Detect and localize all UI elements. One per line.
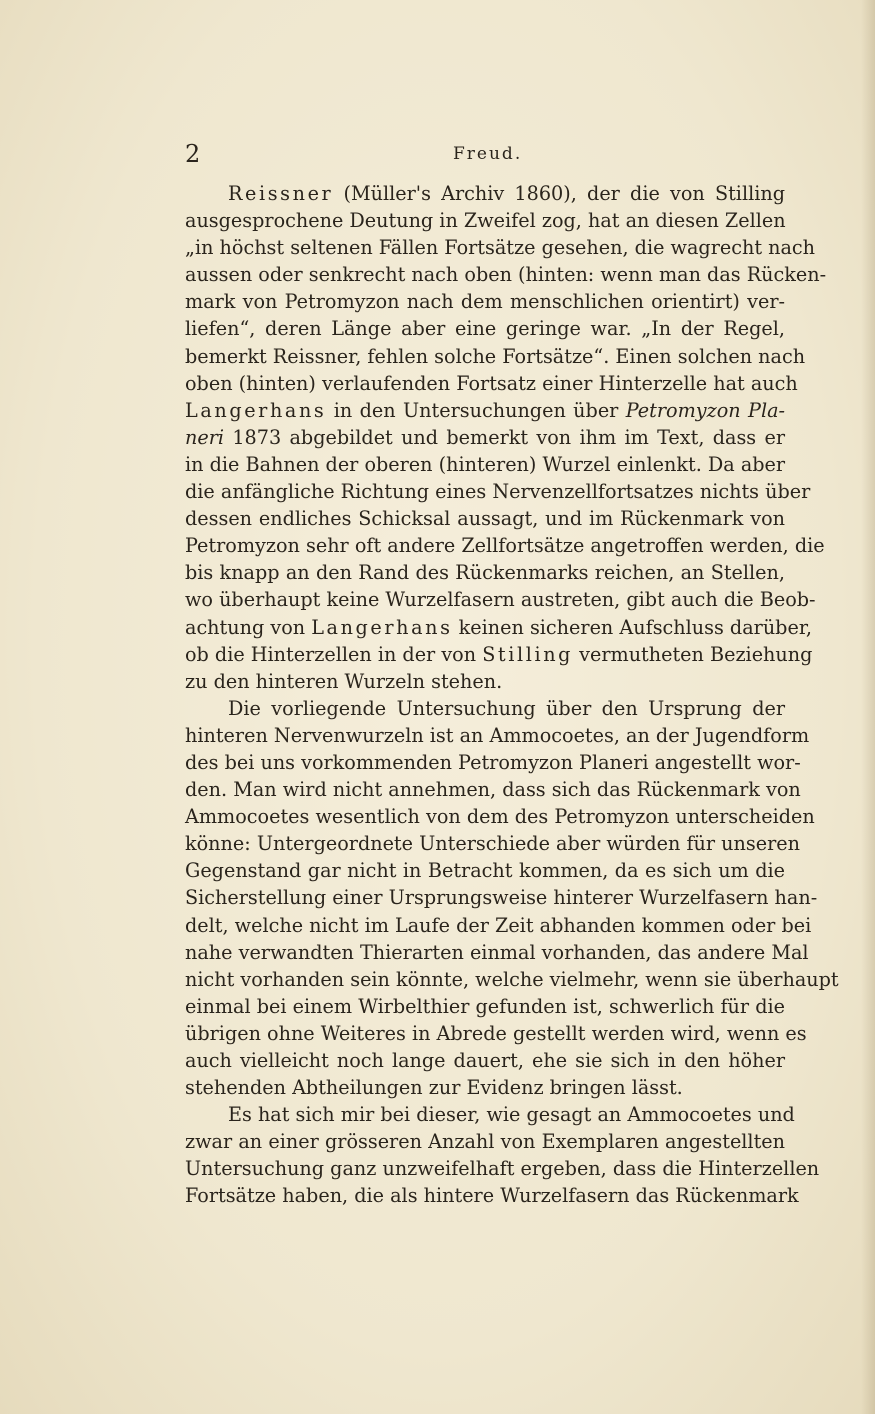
text-line: einmal bei einem Wirbelthier gefunden ist, schwerlich für die	[185, 994, 785, 1018]
text-line: des bei uns vorkommenden Petromyzon Planeri angestellt wor-	[185, 750, 801, 774]
text-line: ausgesprochene Deutung in Zweifel zog, hat an diesen Zellen	[185, 209, 786, 233]
italic-taxon: neri	[185, 425, 225, 449]
text-line: die anfängliche Richtung eines Nervenzellfortsatzes nichts über	[185, 480, 811, 504]
text-line: delt, welche nicht im Laufe der Zeit abhanden kommen oder bei	[185, 913, 812, 937]
text-line: in die Bahnen der oberen (hinteren) Wurzel einlenkt. Da aber	[185, 452, 786, 476]
spaced-name-langerhans: Langerhans	[185, 398, 327, 422]
spaced-name-stilling: Stilling	[482, 642, 574, 666]
text-line: hinteren Nervenwurzeln ist an Ammocoetes, an der Jugendform	[185, 723, 810, 747]
text-line: Untersuchung ganz unzweifelhaft ergeben, dass die Hinterzellen	[185, 1157, 820, 1181]
paragraph-1	[185, 180, 827, 695]
text-line: bemerkt Reissner, fehlen solche Fortsätze“. Einen solchen nach	[185, 344, 806, 368]
text-line: wo überhaupt keine Wurzelfasern austreten, gibt auch die Beob-	[185, 588, 816, 612]
text-line: stehenden Abtheilungen zur Evidenz bringen lässt.	[185, 1076, 683, 1100]
page-header	[185, 140, 785, 170]
text-line: Die vorliegende Untersuchung über den Ursprung der	[228, 696, 785, 720]
running-head: Freud.	[453, 144, 523, 164]
body-text	[185, 180, 839, 1210]
text-line: Fortsätze haben, die als hintere Wurzelfasern das Rückenmark	[185, 1184, 799, 1208]
text-line: aussen oder senkrecht nach oben (hinten: wenn man das Rücken-	[185, 263, 827, 287]
text-line: übrigen ohne Weiteres in Abrede gestellt werden wird, wenn es	[185, 1021, 807, 1045]
text-line: den. Man wird nicht annehmen, dass sich das Rückenmark von	[185, 778, 801, 802]
text-line: oben (hinten) verlaufenden Fortsatz einer Hinterzelle hat auch	[185, 371, 798, 395]
text-line: Petromyzon sehr oft andere Zellfortsätze angetroffen werden, die	[185, 534, 825, 558]
page-edge-shadow	[861, 0, 875, 1414]
text-line: Langerhans in den Untersuchungen über Petromyzon Pla-	[185, 398, 785, 422]
text-line: zu den hinteren Wurzeln stehen.	[185, 669, 503, 693]
text-line: Ammocoetes wesentlich von dem des Petromyzon unterscheiden	[185, 805, 815, 829]
text-line: dessen endliches Schicksal aussagt, und im Rückenmark von	[185, 507, 785, 531]
spaced-name-langerhans: Langerhans	[311, 615, 453, 639]
text-line: Reissner (Müller's Archiv 1860), der die von Stilling	[228, 182, 785, 205]
text-line: auch vielleicht noch lange dauert, ehe sie sich in den höher	[185, 1049, 785, 1072]
spaced-name-reissner: Reissner	[228, 182, 334, 205]
paragraph-3	[185, 1101, 820, 1209]
text-line: nicht vorhanden sein könnte, welche vielmehr, wenn sie überhaupt	[185, 967, 839, 991]
italic-taxon: Petromyzon Pla-	[625, 398, 785, 422]
text-line: nahe verwandten Thierarten einmal vorhanden, das andere Mal	[185, 940, 809, 964]
text-line: ob die Hinterzellen in der von Stilling vermutheten Beziehung	[185, 642, 813, 666]
text-line: „in höchst seltenen Fällen Fortsätze gesehen, die wagrecht nach	[185, 236, 816, 260]
text-line: neri 1873 abgebildet und bemerkt von ihm im Text, dass er	[185, 425, 785, 449]
text-line: bis knapp an den Rand des Rückenmarks reichen, an Stellen,	[185, 561, 785, 585]
text-line: Es hat sich mir bei dieser, wie gesagt an Ammocoetes und	[228, 1103, 795, 1127]
text-line: liefen“, deren Länge aber eine geringe war. „In der Regel,	[185, 317, 785, 341]
text-line: zwar an einer grösseren Anzahl von Exemplaren angestellten	[185, 1130, 785, 1154]
text-line: achtung von Langerhans keinen sicheren Aufschluss darüber,	[185, 615, 812, 639]
page-number: 2	[185, 140, 201, 168]
text-line: könne: Untergeordnete Unterschiede aber würden für unseren	[185, 832, 800, 856]
text-line: mark von Petromyzon nach dem menschlichen orientirt) ver-	[185, 290, 785, 314]
paragraph-2	[185, 695, 839, 1101]
text-line: Sicherstellung einer Ursprungsweise hinterer Wurzelfasern han-	[185, 886, 818, 910]
text-line: Gegenstand gar nicht in Betracht kommen, da es sich um die	[185, 859, 785, 883]
